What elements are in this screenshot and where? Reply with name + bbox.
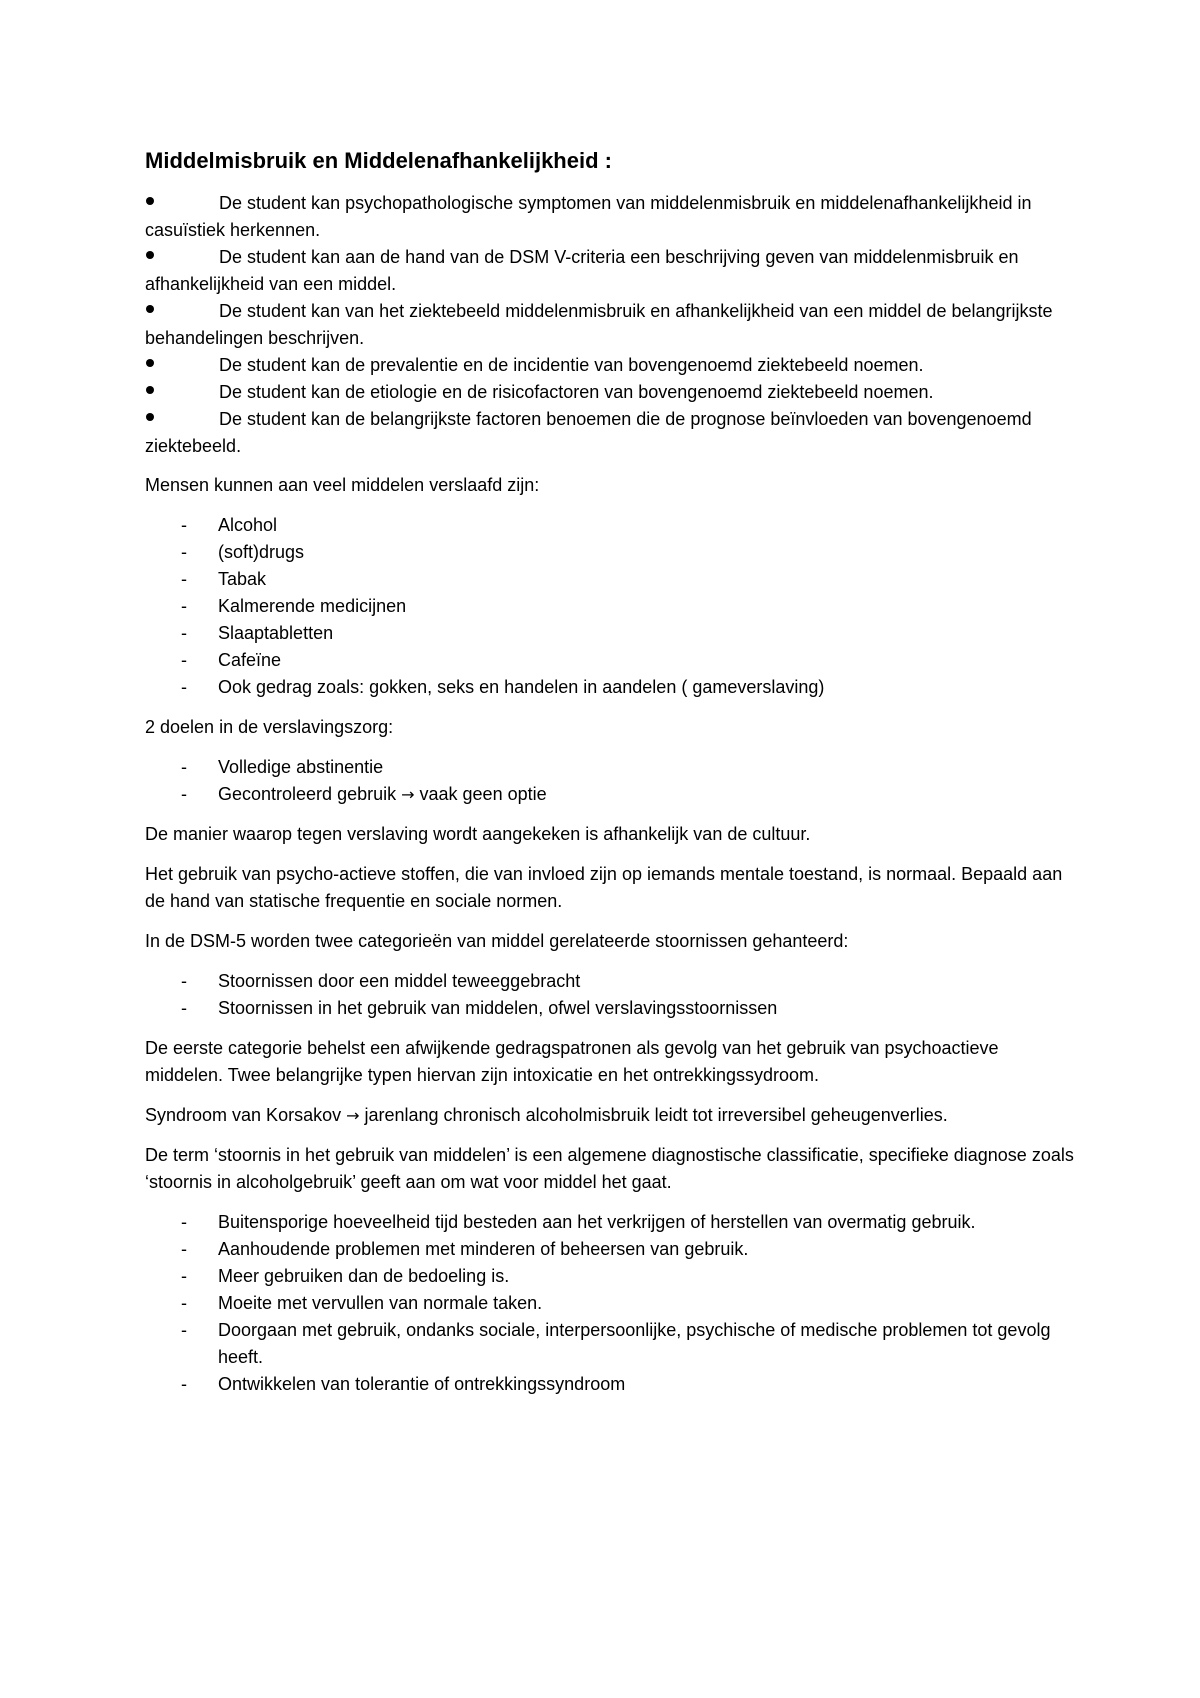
list-item: - (soft)drugs (181, 542, 305, 562)
list-item: - Alcohol (181, 515, 278, 535)
objective-item: De student kan aan de hand van de DSM V-criteria een beschrijving geven van middelenmisbruik en afhankelijkheid van een middel. (145, 247, 1019, 294)
paragraph-first-category: De eerste categorie behelst een afwijkende gedragspatronen als gevolg van het gebruik van psychoactieve middelen. Twee belangrijke typen hiervan zijn intoxicatie en het ontrekkingssydroom. (145, 1038, 999, 1085)
objective-item: De student kan de etiologie en de risicofactoren van bovengenoemd ziektebeeld noemen. (219, 382, 934, 402)
list-item: - Doorgaan met gebruik, ondanks sociale, interpersoonlijke, psychische of medische problemen tot gevolg heeft. (181, 1320, 1051, 1367)
dsm-categories-list (145, 968, 1075, 1022)
objective-item: De student kan de prevalentie en de incidentie van bovengenoemd ziektebeeld noemen. (219, 355, 924, 375)
goals-list (145, 754, 1075, 808)
paragraph-culture: De manier waarop tegen verslaving wordt aangekeken is afhankelijk van de cultuur. (145, 824, 811, 844)
substances-list (145, 512, 1075, 701)
list-item: - Slaaptabletten (181, 623, 334, 643)
substances-intro: Mensen kunnen aan veel middelen verslaafd zijn: (145, 475, 540, 495)
list-item: - Meer gebruiken dan de bedoeling is. (181, 1266, 510, 1286)
paragraph-korsakov: Syndroom van Korsakov → jarenlang chronisch alcoholmisbruik leidt tot irreversibel geheugenverlies. (145, 1105, 948, 1125)
dsm-intro: In de DSM-5 worden twee categorieën van middel gerelateerde stoornissen gehanteerd: (145, 931, 849, 951)
list-item: - Stoornissen door een middel teweeggebracht (181, 971, 581, 991)
list-item: - Stoornissen in het gebruik van middelen, ofwel verslavingsstoornissen (181, 998, 778, 1018)
list-item: - Gecontroleerd gebruik → vaak geen optie (181, 784, 547, 804)
document-title: Middelmisbruik en Middelenafhankelijkheid : (145, 148, 612, 173)
paragraph-psychoactive: Het gebruik van psycho-actieve stoffen, die van invloed zijn op iemands mentale toestand, is normaal. Bepaald aan de hand van statische frequentie en sociale normen. (145, 864, 1063, 911)
objective-item: De student kan de belangrijkste factoren benoemen die de prognose beïnvloeden van bovengenoemd ziektebeeld. (145, 409, 1032, 456)
goals-intro: 2 doelen in de verslavingszorg: (145, 717, 394, 737)
paragraph-term: De term ‘stoornis in het gebruik van middelen’ is een algemene diagnostische classificatie, specifieke diagnose zoals ‘stoornis in alcoholgebruik’ geeft aan om wat voor middel het gaat. (145, 1145, 1074, 1192)
objective-item: De student kan van het ziektebeeld middelenmisbruik en afhankelijkheid van een middel de belangrijkste behandelingen beschrijven. (145, 301, 1053, 348)
list-item: - Ook gedrag zoals: gokken, seks en handelen in aandelen ( gameverslaving) (181, 677, 825, 697)
criteria-list (145, 1209, 1075, 1398)
list-item: - Volledige abstinentie (181, 757, 384, 777)
arrow-right-icon: → (401, 785, 415, 804)
list-item: - Kalmerende medicijnen (181, 596, 407, 616)
learning-objectives-list (145, 190, 1075, 460)
list-item: - Cafeïne (181, 650, 282, 670)
list-item: - Moeite met vervullen van normale taken. (181, 1293, 543, 1313)
arrow-right-icon: → (346, 1106, 360, 1125)
document-page (145, 146, 1075, 1411)
list-item: - Aanhoudende problemen met minderen of beheersen van gebruik. (181, 1239, 749, 1259)
objective-item: De student kan psychopathologische symptomen van middelenmisbruik en middelenafhankelijkheid in casuïstiek herkennen. (145, 193, 1032, 240)
list-item: - Ontwikkelen van tolerantie of ontrekkingssyndroom (181, 1374, 626, 1394)
list-item: - Tabak (181, 569, 267, 589)
list-item: - Buitensporige hoeveelheid tijd besteden aan het verkrijgen of herstellen van overmatig gebruik. (181, 1212, 976, 1232)
